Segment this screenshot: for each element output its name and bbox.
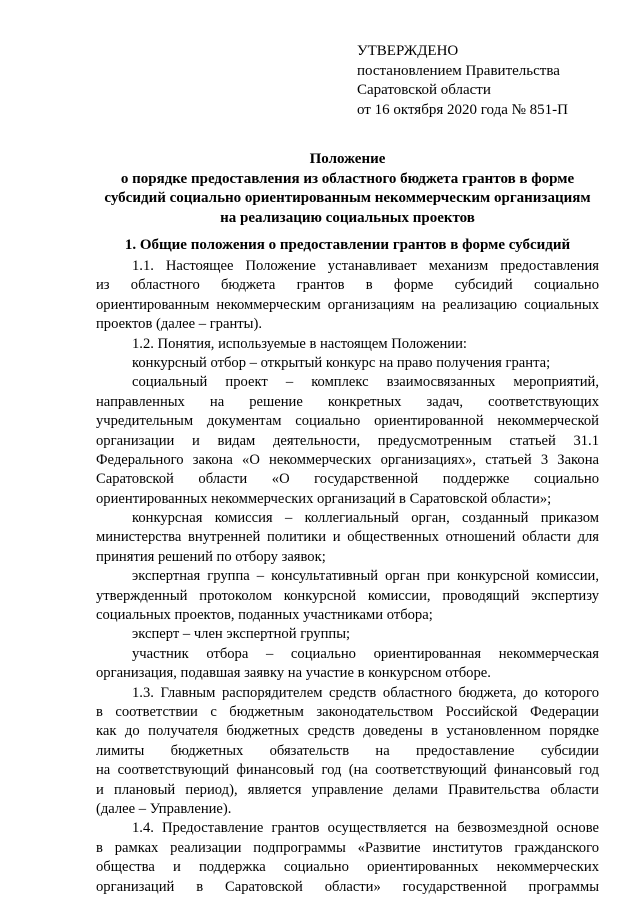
title-line: на реализацию социальных проектов [220,209,475,226]
paragraph-line: участник отбора – социально ориентированная некоммерческая [132,645,599,662]
paragraph-line: экспертная группа – консультативный орган при конкурсной комиссии, [132,568,599,585]
paragraph-line: ориентированных некоммерческих организаций в Саратовской области»; [96,490,552,507]
paragraph [96,335,599,354]
approval-line: постановлением Правительства [357,62,560,79]
paragraph-line: 1.3. Главным распорядителем средств областного бюджета, до которого [132,684,599,701]
paragraph-line: общества и поддержка социально ориентированных некоммерческих [96,859,599,876]
paragraph-line: направленных на решение конкретных задач, соответствующих [96,393,599,410]
document-title [96,150,599,228]
paragraph-line: Саратовской области «О государственной поддержке социально [96,471,599,488]
paragraph-line: учредительным документам социально ориентированной некоммерческой [96,413,599,430]
paragraph-line: социальный проект – комплекс взаимосвязанных мероприятий, [132,374,599,391]
title-line: субсидий социально ориентированным некоммерческим организациям [104,190,591,206]
paragraph-line: организаций в Саратовской области» государственной программы [96,878,599,895]
paragraph-line: как до получателя бюджетных средств доведены в установленном порядке [96,723,599,740]
paragraph-line: министерства внутренней политики и общественных отношений области для [96,529,599,546]
paragraph-line: организации и видам деятельности, предусмотренным статьей 31.1 [96,432,599,449]
paragraph [96,684,599,820]
paragraph-line: организация, подавшая заявку на участие в конкурсном отборе. [96,665,491,682]
paragraph [96,567,599,625]
paragraph-line: социальных проектов, поданных участниками отбора; [96,607,433,624]
approval-line: УТВЕРЖДЕНО [357,43,459,59]
paragraph [96,354,599,373]
paragraph-line: в соответствии с бюджетным законодательством Российской Федерации [96,703,599,720]
paragraph [96,819,599,897]
section-heading: 1. Общие положения о предоставлении грантов в форме субсидий [124,237,571,253]
paragraph-line: конкурсный отбор – открытый конкурс на право получения гранта; [132,354,551,371]
paragraph-line: (далее – Управление). [96,800,232,817]
paragraph [96,509,599,567]
paragraph-line: 1.4. Предоставление грантов осуществляется на безвозмездной основе [132,820,599,837]
paragraph-line: на соответствующий финансовый год (на соответствующий финансовый год [96,762,599,779]
paragraph-line: лимиты бюджетных обязательств на предоставление субсидии [96,742,599,759]
approval-line: от 16 октября 2020 года № 851-П [357,101,569,118]
paragraph-line: принятия решений по отбору заявок; [96,548,326,565]
paragraph [96,373,599,509]
paragraph-line: 1.2. Понятия, используемые в настоящем Положении: [132,335,467,352]
paragraph-line: из областного бюджета грантов в форме субсидий социально [96,277,599,294]
paragraph-line: ориентированным некоммерческим организациям на реализацию социальных [96,296,599,313]
paragraph-line: конкурсная комиссия – коллегиальный орган, созданный приказом [132,510,599,527]
document-body [96,257,599,897]
paragraph [96,257,599,335]
title-line: Положение [309,151,386,167]
paragraph-line: эксперт – член экспертной группы; [132,626,351,643]
approval-line: Саратовской области [357,82,491,98]
paragraph-line: в рамках реализации подпрограммы «Развитие институтов гражданского [96,839,599,856]
paragraph-line: Федерального закона «О некоммерческих организациях», статьей 3 Закона [96,451,599,468]
title-line: о порядке предоставления из областного бюджета грантов в форме [120,170,575,187]
paragraph-line: и плановый период), является управление делами Правительства области [96,781,599,798]
paragraph-line: проектов (далее – гранты). [96,316,262,333]
paragraph-line: 1.1. Настоящее Положение устанавливает механизм предоставления [132,258,599,274]
paragraph-line: утвержденный протоколом конкурсной комиссии, проводящий экспертизу [96,587,599,604]
approval-stamp [357,42,568,120]
paragraph [96,625,599,644]
paragraph [96,645,599,684]
